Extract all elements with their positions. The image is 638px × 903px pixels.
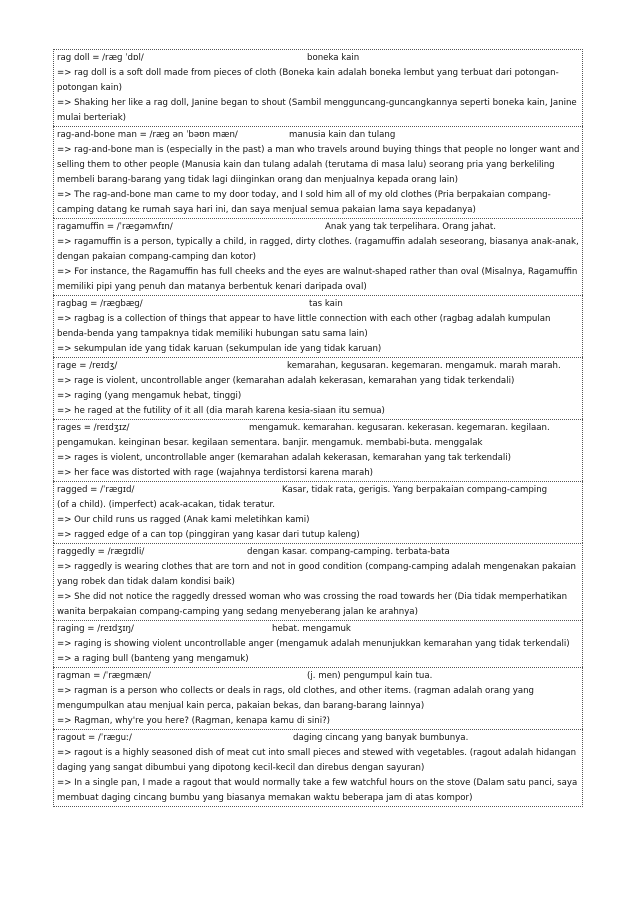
entry-meaning: boneka kain bbox=[307, 53, 360, 63]
entry-line: => rag-and-bone man is (especially in the past) a man who travels around buying things that people no longer want and selling them to other people (Manusia kain dan tulang adalah (terutama di masa lalu) seorang pria yang berkeliling membeli barang-barang yang tidak lagi diinginkan orang dan menjualnya kepada orang lain) bbox=[57, 145, 580, 185]
entry-headline bbox=[57, 731, 580, 746]
entry-headline bbox=[57, 669, 580, 684]
entry-line: => Our child runs us ragged (Anak kami meletihkan kami) bbox=[57, 515, 310, 525]
dictionary-entry bbox=[53, 357, 583, 419]
entry-line: => Ragman, why're you here? (Ragman, kenapa kamu di sini?) bbox=[57, 716, 331, 726]
dictionary-entry bbox=[53, 126, 583, 218]
entry-line: => raggedly is wearing clothes that are torn and not in good condition (compang-camping adalah mengenakan pakaian yang robek dan tidak dalam kondisi baik) bbox=[57, 562, 576, 587]
entry-line: => sekumpulan ide yang tidak karuan (sekumpulan ide yang tidak karuan) bbox=[57, 344, 382, 354]
entry-line: => raging (yang mengamuk hebat, tinggi) bbox=[57, 391, 242, 401]
entry-line: => her face was distorted with rage (wajahnya terdistorsi karena marah) bbox=[57, 468, 374, 478]
entry-term: rag doll = /ræɡ ˈdɒl/ bbox=[57, 53, 144, 63]
dictionary-entry bbox=[53, 419, 583, 481]
dictionary-entry bbox=[53, 481, 583, 543]
entry-line: => For instance, the Ragamuffin has full cheeks and the eyes are walnut-shaped rather than oval (Misalnya, Ragamuffin memiliki pipi yang penuh dan matanya berbentuk kenari daripada oval) bbox=[57, 267, 578, 292]
dictionary-entry bbox=[53, 49, 583, 126]
dictionary-entry bbox=[53, 620, 583, 667]
entry-term: ragman = /ˈræɡmæn/ bbox=[57, 671, 151, 681]
entry-headline bbox=[57, 421, 580, 436]
entry-headline bbox=[57, 483, 580, 498]
entry-line: pengamukan. keinginan besar. kegilaan sementara. banjir. mengamuk. membabi-buta. menggalak bbox=[57, 438, 483, 448]
entry-line: => rages is violent, uncontrollable anger (kemarahan adalah kekerasan, kemarahan yang tak terkendali) bbox=[57, 453, 511, 463]
entry-meaning: kemarahan, kegusaran. kegemaran. mengamuk. marah marah. bbox=[287, 361, 561, 371]
dictionary-sheet bbox=[53, 49, 583, 807]
dictionary-entry bbox=[53, 667, 583, 729]
entry-term: ragamuffin = /ˈræɡəmʌfɪn/ bbox=[57, 222, 173, 232]
entry-line: => rag doll is a soft doll made from pieces of cloth (Boneka kain adalah boneka lembut yang terbuat dari potongan-potongan kain) bbox=[57, 68, 559, 93]
entry-line: => ragged edge of a can top (pinggiran yang kasar dari tutup kaleng) bbox=[57, 530, 360, 540]
entry-meaning: manusia kain dan tulang bbox=[289, 130, 396, 140]
entry-line: => She did not notice the raggedly dressed woman who was crossing the road towards her (Dia tidak memperhatikan wanita berpakaian compang-camping yang sedang menyeberang jalan ke arahnya) bbox=[57, 592, 568, 617]
entry-headline bbox=[57, 51, 580, 66]
entry-line: => ragamuffin is a person, typically a child, in ragged, dirty clothes. (ragamuffin adalah seseorang, biasanya anak-anak, dengan pakaian compang-camping dan kotor) bbox=[57, 237, 579, 262]
entry-headline bbox=[57, 359, 580, 374]
entry-meaning: hebat. mengamuk bbox=[272, 624, 351, 634]
entry-headline bbox=[57, 297, 580, 312]
entry-headline bbox=[57, 128, 580, 143]
entry-line: => a raging bull (banteng yang mengamuk) bbox=[57, 654, 249, 664]
entry-meaning: dengan kasar. compang-camping. terbata-bata bbox=[247, 547, 450, 557]
entry-term: raging = /reɪdʒɪŋ/ bbox=[57, 624, 134, 634]
entry-headline bbox=[57, 622, 580, 637]
entry-headline bbox=[57, 220, 580, 235]
entry-meaning: daging cincang yang banyak bumbunya. bbox=[293, 733, 469, 743]
entry-term: rages = /reɪdʒɪz/ bbox=[57, 423, 130, 433]
entry-term: rag-and-bone man = /ræɡ ən ˈbəʊn mæn/ bbox=[57, 130, 238, 140]
entry-line: => he raged at the futility of it all (dia marah karena kesia-siaan itu semua) bbox=[57, 406, 385, 416]
entry-line: => raging is showing violent uncontrollable anger (mengamuk adalah menunjukkan kemarahan yang tidak terkendali) bbox=[57, 639, 570, 649]
entry-meaning: mengamuk. kemarahan. kegusaran. kekerasan. kegemaran. kegilaan. bbox=[249, 423, 550, 433]
dictionary-entry bbox=[53, 295, 583, 357]
entry-term: raggedly = /ræɡɪdli/ bbox=[57, 547, 145, 557]
entry-meaning: (j. men) pengumpul kain tua. bbox=[307, 671, 433, 681]
entry-term: ragout = /ˈræɡuː/ bbox=[57, 733, 132, 743]
entry-meaning: Anak yang tak terpelihara. Orang jahat. bbox=[325, 222, 496, 232]
entry-meaning: Kasar, tidak rata, gerigis. Yang berpakaian compang-camping bbox=[282, 485, 548, 495]
entry-line: => rage is violent, uncontrollable anger (kemarahan adalah kekerasan, kemarahan yang tidak terkendali) bbox=[57, 376, 515, 386]
dictionary-entry bbox=[53, 729, 583, 807]
entry-term: rage = /reɪdʒ/ bbox=[57, 361, 118, 371]
entry-term: ragged = /ˈræɡɪd/ bbox=[57, 485, 135, 495]
entry-term: ragbag = /ræɡbæɡ/ bbox=[57, 299, 143, 309]
dictionary-entry bbox=[53, 543, 583, 620]
entry-line: => In a single pan, I made a ragout that would normally take a few watchful hours on the stove (Dalam satu panci, saya membuat daging cincang bumbu yang biasanya memakan waktu beberapa jam di atas kompor) bbox=[57, 778, 578, 803]
entry-line: (of a child). (imperfect) acak-acakan, tidak teratur. bbox=[57, 500, 275, 510]
entry-line: => The rag-and-bone man came to my door today, and I sold him all of my old clothes (Pria berpakaian compang-camping datang ke rumah saya hari ini, dan saya menjual semua pakaian lama saya kepadanya) bbox=[57, 190, 551, 215]
entry-line: => ragbag is a collection of things that appear to have little connection with each other (ragbag adalah kumpulan benda-benda yang tampaknya tidak memiliki hubungan satu sama lain) bbox=[57, 314, 551, 339]
dictionary-entry bbox=[53, 218, 583, 295]
entry-meaning: tas kain bbox=[309, 299, 343, 309]
entry-line: => ragman is a person who collects or deals in rags, old clothes, and other items. (ragman adalah orang yang mengumpulkan atau menjual kain perca, pakaian bekas, dan barang-barang lainnya) bbox=[57, 686, 535, 711]
entry-headline bbox=[57, 545, 580, 560]
entry-line: => ragout is a highly seasoned dish of meat cut into small pieces and stewed with vegetables. (ragout adalah hidangan daging yang sangat dibumbui yang dipotong kecil-kecil dan direbus dengan sayuran) bbox=[57, 748, 577, 773]
entry-line: => Shaking her like a rag doll, Janine began to shout (Sambil mengguncang-guncangkannya seperti boneka kain, Janine mulai berteriak) bbox=[57, 98, 577, 123]
